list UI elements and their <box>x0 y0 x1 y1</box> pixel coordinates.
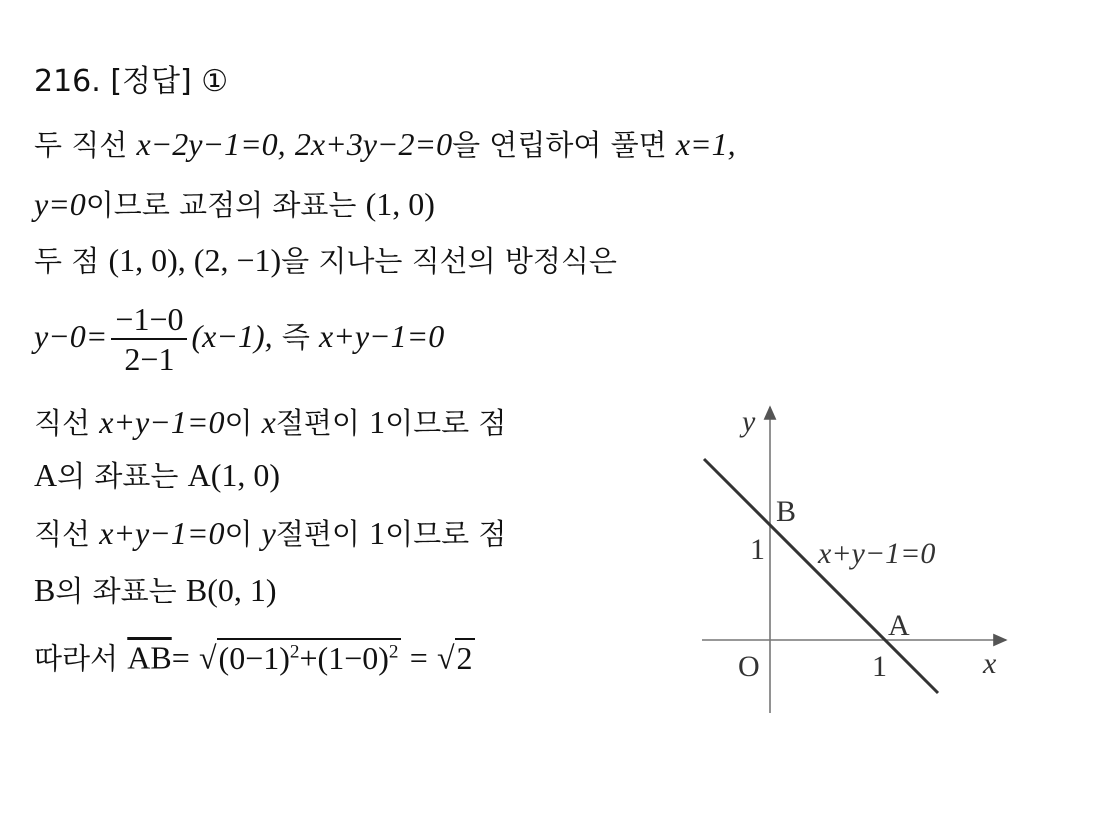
line-equation: x+y−1=0 <box>99 404 225 440</box>
point-a-label: A <box>888 609 910 642</box>
intersection-point: (1, 0) <box>365 186 435 222</box>
points: (1, 0), (2, −1) <box>108 242 282 278</box>
text: 따라서 <box>34 641 119 676</box>
solution-line-4 <box>34 296 444 378</box>
value: 1 <box>369 404 386 440</box>
text: 두 직선 <box>34 128 128 162</box>
fraction-numerator: −1−0 <box>111 300 187 340</box>
point-name: A <box>34 457 58 493</box>
text: 즉 <box>281 320 310 354</box>
point-b-coord: B(0, 1) <box>185 572 277 608</box>
text: 의 좌표는 <box>57 459 179 493</box>
solution-y: y=0 <box>34 186 86 222</box>
text: 절편이 <box>275 517 360 551</box>
line-equation-label: x+y−1=0 <box>818 537 936 570</box>
value: 1 <box>369 515 386 551</box>
solution-line-6 <box>34 455 280 496</box>
var-x: x <box>261 404 276 440</box>
sqrt-result: √2 <box>436 639 473 676</box>
text: 이므로 점 <box>385 406 507 440</box>
text: 을 지나는 직선의 방정식은 <box>281 244 617 278</box>
point-b-label: B <box>776 495 797 528</box>
x-tick-1: 1 <box>872 650 887 683</box>
point-a-coord: A(1, 0) <box>187 457 281 493</box>
text: 을 연립하여 풀면 <box>452 128 667 162</box>
solution-line-2 <box>34 184 435 225</box>
solution-line-1 <box>34 124 736 165</box>
equation-lhs: y−0= <box>34 318 108 354</box>
fraction-denominator: 2−1 <box>124 341 175 377</box>
y-axis-label: y <box>742 405 756 438</box>
sqrt-term-1: (0−1) <box>218 639 290 676</box>
segment-ab: $\overline{AB}$ <box>127 639 172 676</box>
text: 절편이 <box>275 406 360 440</box>
equation-2: 2x+3y−2=0 <box>294 126 453 162</box>
solution-line-9 <box>34 632 475 679</box>
coordinate-graph <box>690 395 1020 725</box>
text: 두 점 <box>34 244 100 278</box>
exponent: 2 <box>388 641 399 662</box>
text: 이 <box>224 517 253 551</box>
equation-rhs: (x−1), <box>191 318 273 354</box>
sqrt-expression: $√(0-1)^2+(1-0)^2$ <box>198 639 399 676</box>
var-y: y <box>261 515 276 551</box>
answer-label: [정답] ① <box>110 64 229 99</box>
x-axis-label: x <box>983 647 997 680</box>
sqrt-radicand: 2 <box>456 639 473 676</box>
solution-line-5 <box>34 402 506 443</box>
text: 이 <box>224 406 253 440</box>
text: 이므로 점 <box>385 517 507 551</box>
origin-label: O <box>738 650 760 683</box>
solution-line-7 <box>34 513 506 554</box>
equals-sign: = <box>171 639 190 676</box>
solution-line-3 <box>34 240 617 281</box>
exponent: 2 <box>289 641 300 662</box>
slope-fraction <box>111 300 187 378</box>
equals-sign: = <box>409 639 428 676</box>
line-equation: x+y−1=0 <box>319 318 445 354</box>
equation-1: x−2y−1=0, <box>136 126 286 162</box>
text: 이므로 교점의 좌표는 <box>85 188 357 222</box>
problem-header <box>34 62 228 102</box>
solution-line-8 <box>34 570 277 611</box>
point-name: B <box>34 572 56 608</box>
line-equation: x+y−1=0 <box>99 515 225 551</box>
y-tick-1: 1 <box>750 533 765 566</box>
text: 직선 <box>34 517 91 551</box>
text: 의 좌표는 <box>55 574 177 608</box>
sqrt-term-2: +(1−0) <box>299 639 389 676</box>
solution-x: x=1, <box>675 126 736 162</box>
text: 직선 <box>34 406 91 440</box>
problem-number: 216. <box>34 64 101 99</box>
